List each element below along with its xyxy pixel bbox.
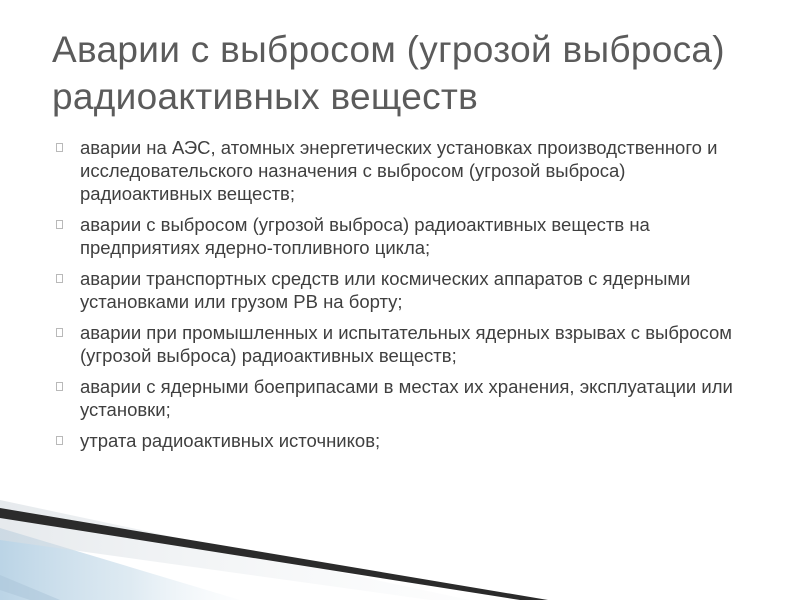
bullet-item: [54, 429, 754, 452]
hollow-square-bullet-icon: [56, 382, 63, 391]
bullet-text: утрата радиоактивных источников;: [80, 430, 381, 451]
bullet-list: [54, 136, 754, 460]
bullet-text: аварии транспортных средств или космических аппаратов с ядерными установками или грузом РВ на борту;: [80, 268, 691, 312]
bullet-text: аварии с ядерными боеприпасами в местах их хранения, эксплуатации или установки;: [80, 376, 733, 420]
faint-stripe: [0, 575, 60, 600]
bullet-text: аварии на АЭС, атомных энергетических установках производственного и исследовательского назначения с выбросом (угрозой выброса) радиоактивных веществ;: [80, 137, 718, 204]
hollow-square-bullet-icon: [56, 328, 63, 337]
light-blue-stripe: [0, 528, 240, 600]
bullet-text: аварии с выбросом (угрозой выброса) радиоактивных веществ на предприятиях ядерно-топливного цикла;: [80, 214, 650, 258]
hollow-square-bullet-icon: [56, 220, 63, 229]
light-grey-stripe: [0, 500, 470, 600]
slide-title: Аварии с выбросом (угрозой выброса) радиоактивных веществ: [52, 29, 725, 117]
bullet-item: [54, 321, 754, 367]
bullet-item: [54, 213, 754, 259]
bullet-item: [54, 267, 754, 313]
hollow-square-bullet-icon: [56, 274, 63, 283]
dark-stripe: [0, 508, 548, 600]
bullet-item: [54, 136, 754, 205]
bullet-item: [54, 375, 754, 421]
hollow-square-bullet-icon: [56, 436, 63, 445]
hollow-square-bullet-icon: [56, 143, 63, 152]
bullet-text: аварии при промышленных и испытательных ядерных взрывах с выбросом (угрозой выброса) радиоактивных веществ;: [80, 322, 732, 366]
